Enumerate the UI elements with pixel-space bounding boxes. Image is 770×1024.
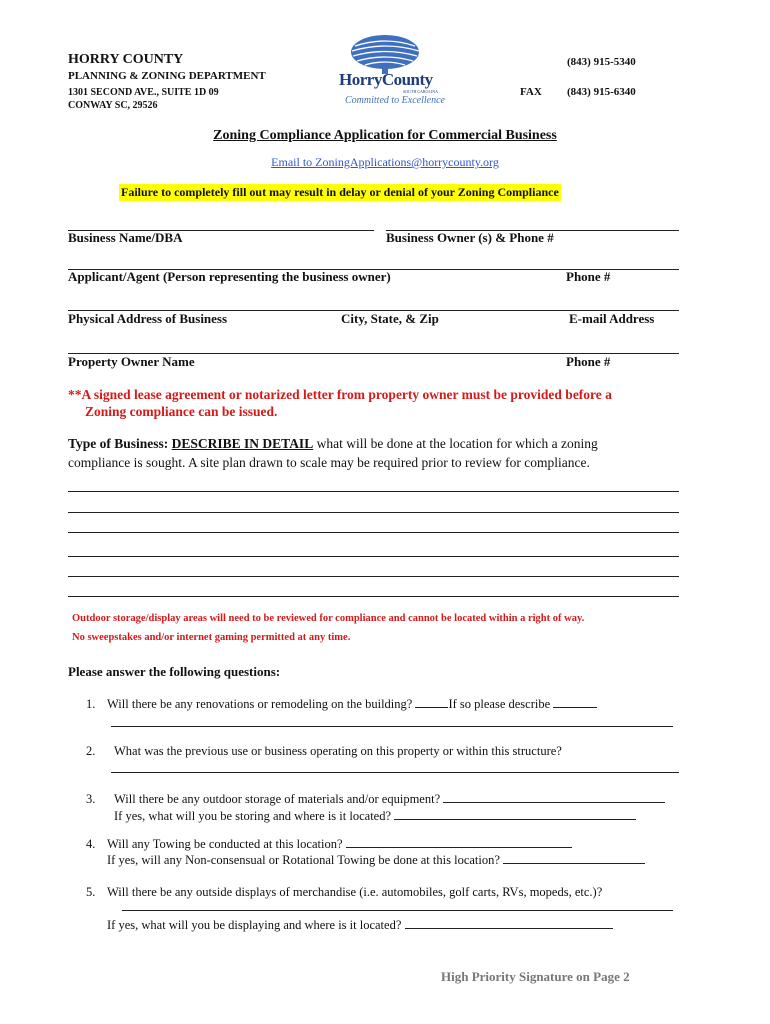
q2-answer-line[interactable] (111, 772, 679, 773)
q1-text: Will there be any renovations or remodeling on the building? (107, 697, 413, 711)
property-owner-phone-label: Phone # (566, 354, 611, 369)
email-address-label: E-mail Address (569, 311, 655, 326)
city-state-zip-label: City, State, & Zip (341, 311, 439, 326)
q1-describe-blank[interactable] (553, 707, 597, 708)
lease-notice-line-2: Zoning compliance can be issued. (85, 404, 278, 419)
q1-followup: If so please describe (448, 697, 551, 711)
type-of-business-desc-2: compliance is sought. A site plan drawn to scale may be required prior to review for compliance. (68, 455, 590, 470)
property-owner-label: Property Owner Name (68, 354, 195, 369)
question-4-followup (107, 853, 645, 868)
question-4 (107, 837, 572, 852)
q1-number: 1. (86, 697, 96, 711)
fax-label: FAX (520, 86, 542, 98)
q3-text: Will there be any outdoor storage of materials and/or equipment? (114, 792, 441, 806)
q3-followup-blank[interactable] (394, 819, 636, 820)
q4-answer-blank[interactable] (346, 847, 572, 848)
q4-number: 4. (86, 837, 96, 851)
address-line-1: 1301 SECOND AVE., SUITE 1D 09 (68, 87, 219, 98)
description-line-5[interactable] (68, 576, 679, 577)
q1-answer-blank[interactable] (415, 707, 448, 708)
description-line-6[interactable] (68, 596, 679, 597)
description-line-1[interactable] (68, 491, 679, 492)
type-of-business-text (68, 436, 598, 452)
q5-followup-text: If yes, what will you be displaying and where is it located? (107, 918, 402, 932)
q3-number: 3. (86, 792, 96, 806)
outdoor-storage-notice: Outdoor storage/display areas will need to be reviewed for compliance and cannot be located within a right of way. (72, 613, 585, 624)
phone-number: (843) 915-5340 (567, 56, 636, 68)
q5-text: Will there be any outside displays of merchandise (i.e. automobiles, golf carts, RVs, mopeds, etc.)? (107, 885, 603, 899)
q4-followup-blank[interactable] (503, 863, 645, 864)
business-owner-label: Business Owner (s) & Phone # (386, 230, 554, 245)
physical-address-label: Physical Address of Business (68, 311, 228, 326)
description-line-2[interactable] (68, 512, 679, 513)
footer-signature-note: High Priority Signature on Page 2 (441, 969, 630, 984)
type-of-business-label: Type of Business: (68, 436, 169, 451)
applicant-phone-label: Phone # (566, 269, 611, 284)
q5-answer-line[interactable] (122, 910, 673, 911)
question-3-followup (114, 809, 636, 824)
question-1 (107, 697, 597, 712)
description-line-4[interactable] (68, 556, 679, 557)
type-of-business-desc-1: what will be done at the location for which a zoning (313, 436, 598, 451)
q4-followup-text: If yes, will any Non-consensual or Rotational Towing be done at this location? (107, 853, 500, 867)
description-line-3[interactable] (68, 532, 679, 533)
q3-answer-blank[interactable] (443, 802, 665, 803)
form-title: Zoning Compliance Application for Commercial Business (213, 128, 557, 143)
county-name: HORRY COUNTY (68, 52, 184, 67)
business-name-label: Business Name/DBA (68, 230, 183, 245)
completion-warning: Failure to completely fill out may result in delay or denial of your Zoning Compliance (121, 185, 559, 199)
q4-text: Will any Towing be conducted at this location? (107, 837, 343, 851)
q2-number: 2. (86, 744, 96, 758)
question-3 (114, 792, 665, 807)
logo-state: SOUTH CAROLINA (403, 89, 438, 94)
q5-number: 5. (86, 885, 96, 899)
logo-wordmark: HorryCounty (339, 70, 433, 89)
q1-answer-line[interactable] (111, 726, 673, 727)
fax-number: (843) 915-6340 (567, 86, 636, 98)
questions-heading: Please answer the following questions: (68, 664, 281, 679)
department-name: PLANNING & ZONING DEPARTMENT (68, 70, 266, 82)
horry-county-logo (337, 32, 457, 112)
sweepstakes-notice: No sweepstakes and/or internet gaming permitted at any time. (72, 632, 351, 643)
email-link[interactable]: Email to ZoningApplications@horrycounty.org (271, 155, 499, 169)
describe-in-detail: DESCRIBE IN DETAIL (171, 436, 314, 451)
applicant-label: Applicant/Agent (Person representing the business owner) (68, 269, 391, 284)
q5-followup-blank[interactable] (405, 928, 613, 929)
logo-tagline: Committed to Excellence (345, 95, 445, 106)
lease-notice-line-1: **A signed lease agreement or notarized letter from property owner must be provided before a (68, 387, 612, 402)
question-5-followup (107, 918, 613, 933)
q2-text: What was the previous use or business operating on this property or within this structure? (114, 744, 562, 758)
q3-followup-text: If yes, what will you be storing and where is it located? (114, 809, 392, 823)
address-line-2: CONWAY SC, 29526 (68, 100, 158, 111)
